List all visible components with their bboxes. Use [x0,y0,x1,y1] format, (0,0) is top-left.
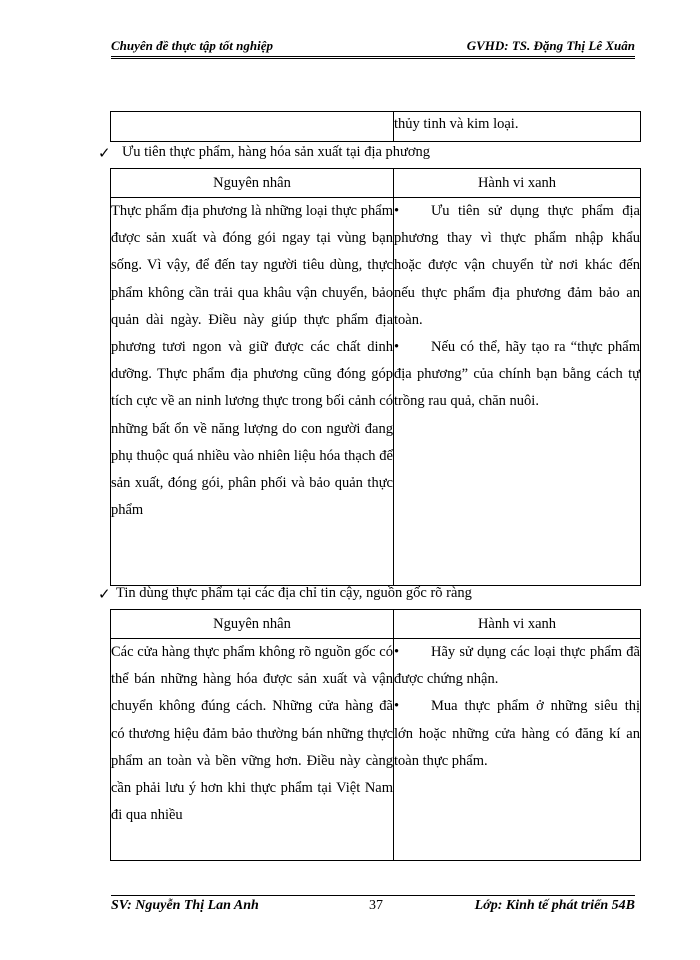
section2-action-1: • Hãy sử dụng các loại thực phẩm đã được chứng nhận. [394,639,640,693]
footer-class: Lớp: Kinh tế phát triển 54B [474,898,635,913]
col-header-reason: Nguyên nhân [111,169,394,198]
section2-action-2: • Mua thực phẩm ở những siêu thị lớn hoặc những cửa hàng có đăng kí an toàn thực phẩm. [394,693,640,775]
bullet-icon: • [394,644,400,660]
bullet-icon: • [394,698,400,715]
checkmark-icon: ✓ [98,587,111,603]
header-supervisor: GVHD: TS. Đặng Thị Lê Xuân [466,38,635,53]
header-document-title: Chuyên đề thực tập tốt nghiệp [111,38,273,53]
section2-reason-cell: Các cửa hàng thực phẩm không rõ nguồn gốc có thể bán những hàng hóa được sản xuất và vận chuyển không đúng cách. Những cửa hàng đã có thương hiệu đảm bảo thường bán những thực phẩm an toàn và bền vững hơn. Điều này càng cần phải lưu ý hơn khi thực phẩm tại Việt Nam đi qua nhiều [111,639,394,861]
col-header-green-behavior: Hành vi xanh [394,610,641,639]
page-footer [111,898,635,920]
section1-reason-cell: Thực phẩm địa phương là những loại thực phẩm được sản xuất và đóng gói ngay tại vùng bạn sống. Vì vậy, để đến tay người tiêu dùng, thực phẩm không cần trải qua khâu vận chuyển, bảo quản dài ngày. Điều này giúp thực phẩm địa phương tươi ngon và giữ được các chất dinh dưỡng. Thực phẩm địa phương cũng đóng góp tích cực về an ninh lương thực trong bối cảnh có những bất ổn về năng lượng do con người đang phụ thuộc quá nhiều vào nhiên liệu hóa thạch để sản xuất, đóng gói, phân phối và bảo quản thực phẩm [111,198,394,586]
footer-rule [111,895,635,896]
continued-right-cell: thủy tinh và kim loại. [394,112,641,142]
section1-title: Ưu tiên thực phẩm, hàng hóa sản xuất tại địa phương [122,144,431,160]
header-rule-2 [111,58,635,59]
section2-title: Tin dùng thực phẩm tại các địa chỉ tin cậy, nguồn gốc rõ ràng [116,585,472,601]
bullet-icon: • [394,203,400,219]
section1-actions-cell [394,198,641,586]
page-header [111,38,635,58]
col-header-green-behavior: Hành vi xanh [394,169,641,198]
continued-table [110,111,641,142]
footer-student: SV: Nguyễn Thị Lan Anh [111,898,259,913]
section1-action-2: • Nếu có thể, hãy tạo ra “thực phẩm địa phương” của chính bạn bằng cách tự trồng rau quả, chăn nuôi. [394,334,640,416]
section2-table [110,609,641,861]
col-header-reason: Nguyên nhân [111,610,394,639]
section1-table [110,168,641,586]
bullet-icon: • [394,339,400,356]
continued-left-cell [111,112,394,142]
section1-action-1: • Ưu tiên sử dụng thực phẩm địa phương thay vì thực phẩm nhập khẩu hoặc được vận chuyển từ nơi khác đến nếu thực phẩm địa phương đảm bảo an toàn. [394,198,640,334]
checkmark-icon: ✓ [98,146,111,162]
header-rule [111,56,635,57]
page-number: 37 [369,898,383,913]
section2-actions-cell [394,639,641,861]
